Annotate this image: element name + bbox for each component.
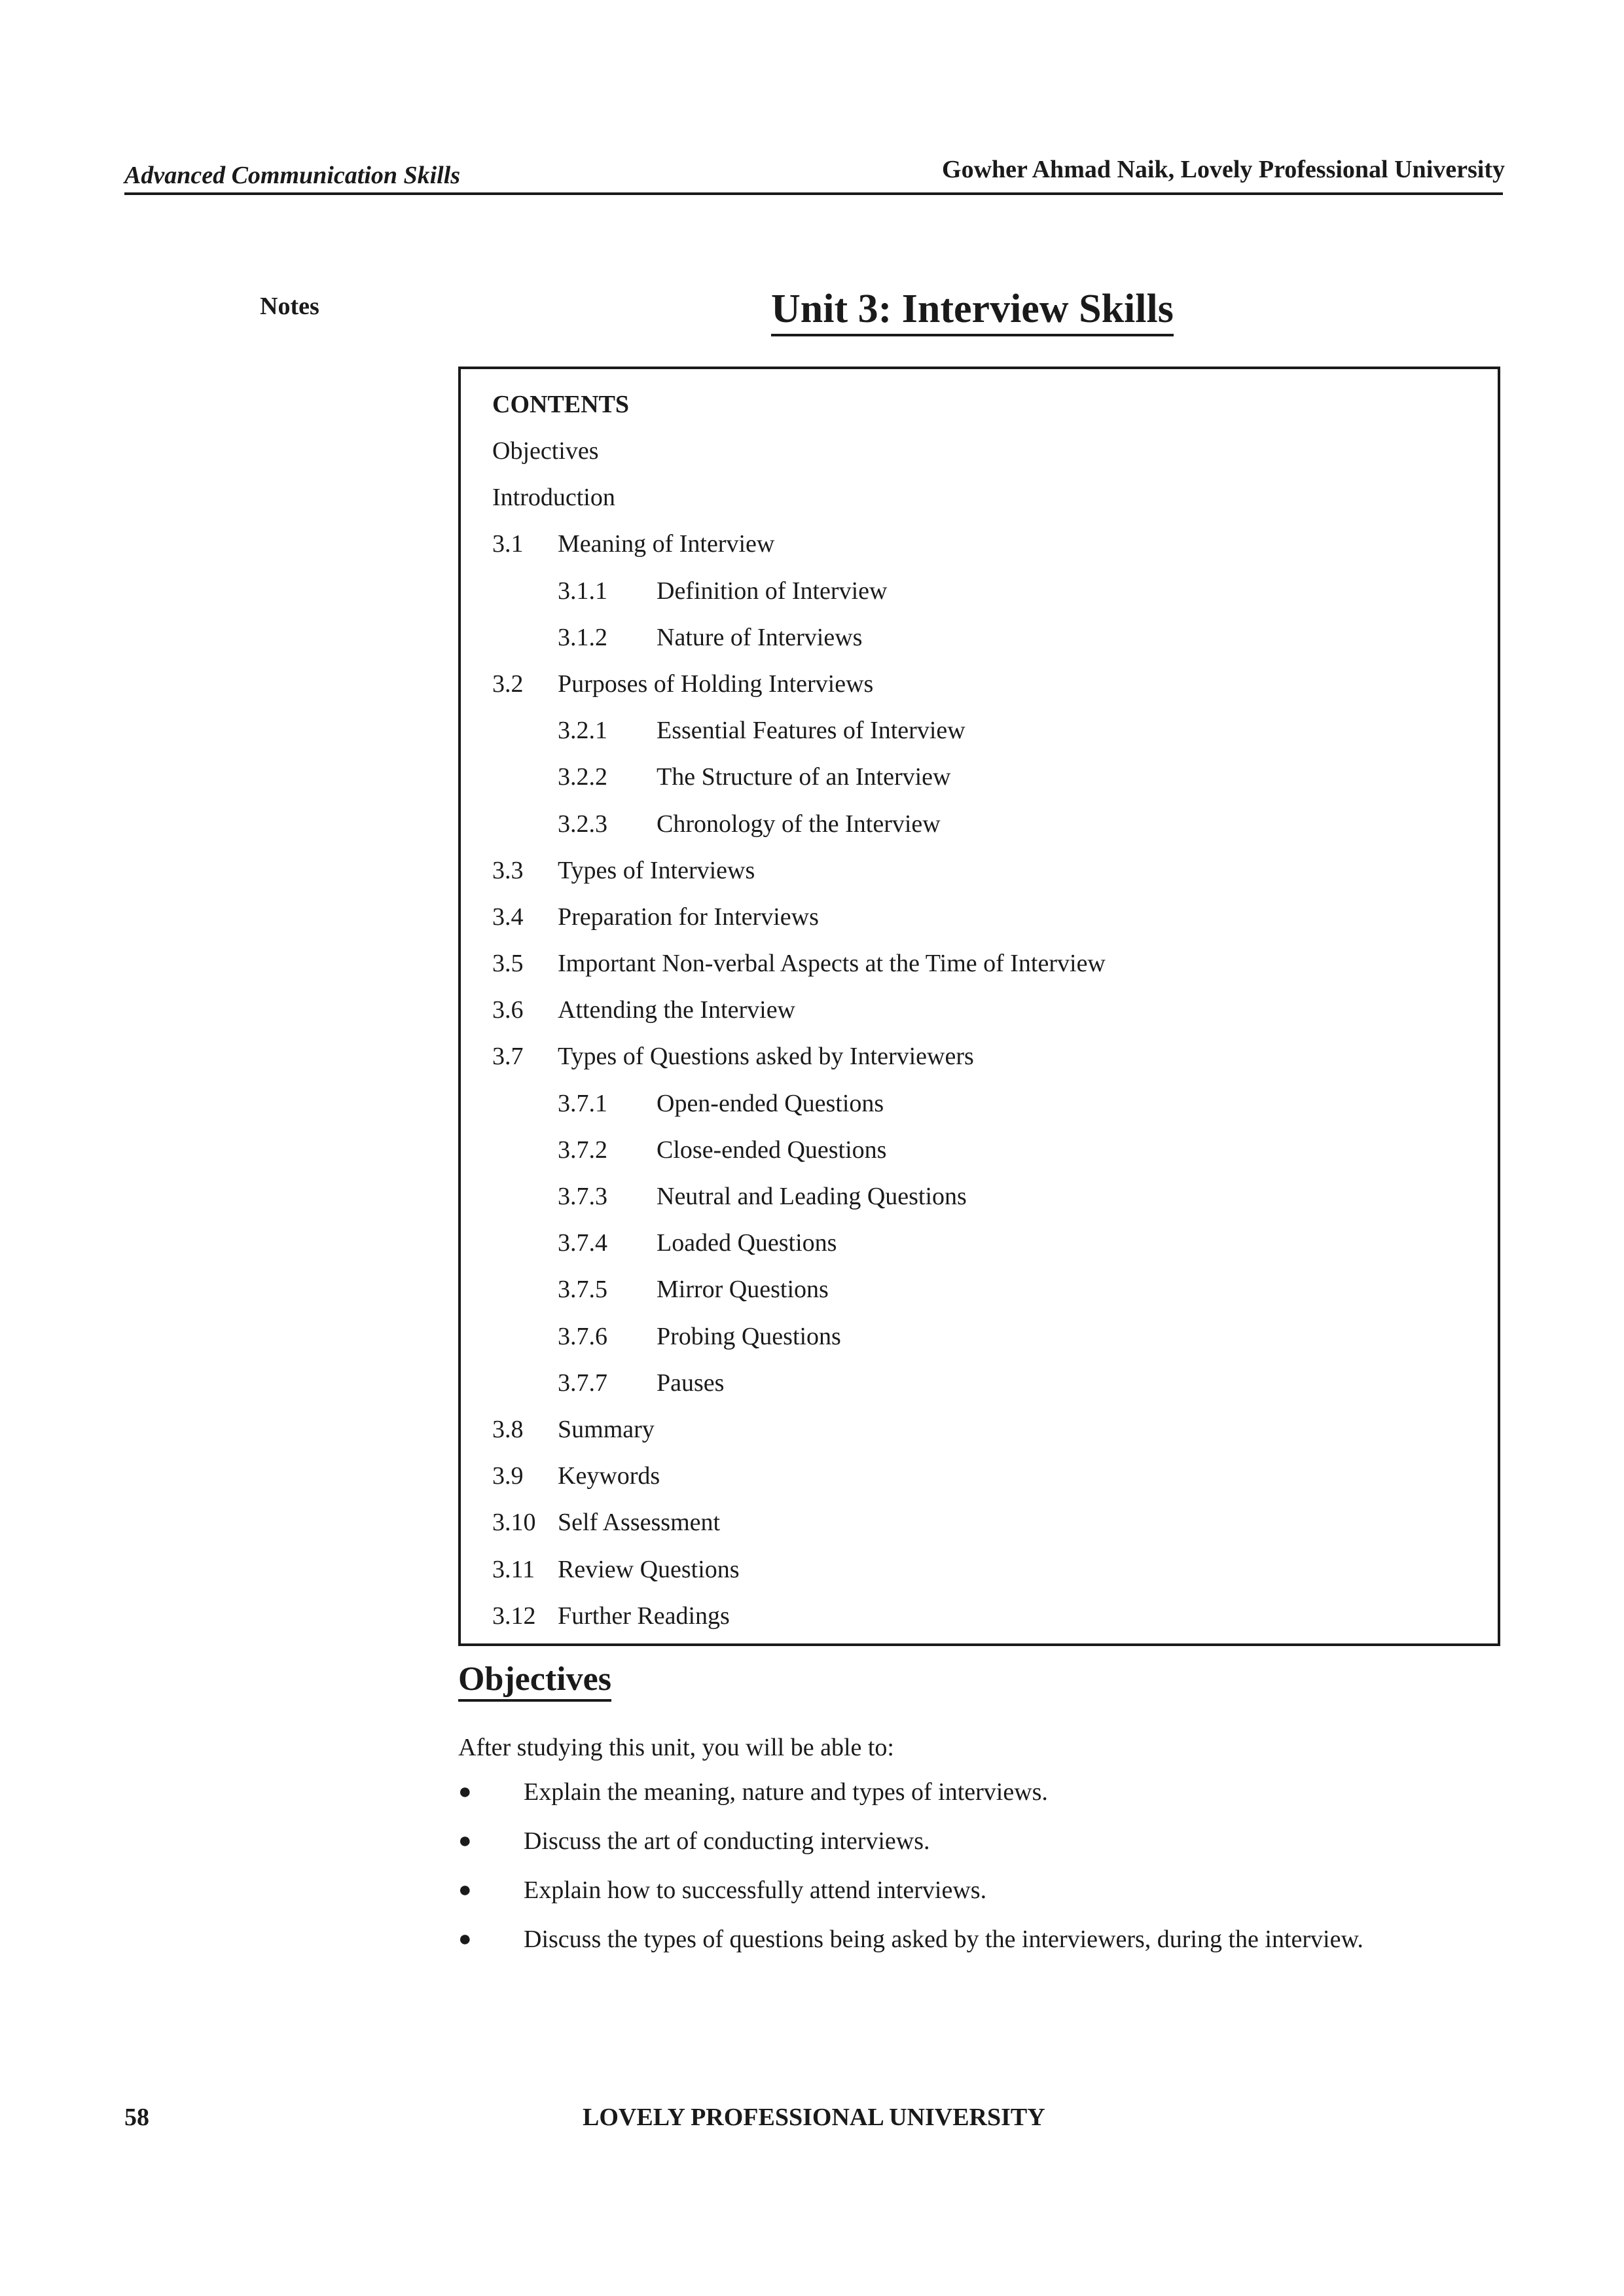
toc-item-label: Loaded Questions — [657, 1229, 837, 1257]
toc-item-label: Essential Features of Interview — [657, 717, 965, 745]
toc-item — [492, 1600, 1498, 1647]
toc-item-label: Meaning of Interview — [558, 530, 775, 558]
toc-item-label: Chronology of the Interview — [657, 810, 941, 838]
toc-item-label: Close-ended Questions — [657, 1136, 887, 1164]
toc-item-label: Probing Questions — [657, 1322, 841, 1350]
page-number: 58 — [124, 2104, 149, 2131]
toc-item — [492, 715, 1498, 761]
toc-item-label: Introduction — [492, 484, 615, 512]
toc-item — [492, 668, 1498, 715]
toc-item-number: 3.7.6 — [558, 1322, 607, 1350]
toc-item-number: 3.6 — [492, 996, 524, 1024]
unit-title: Unit 3: Interview Skills — [771, 287, 1174, 336]
toc-item-number: 3.8 — [492, 1415, 524, 1443]
toc-item-label: Review Questions — [558, 1555, 740, 1583]
toc-item-label: Types of Interviews — [558, 856, 755, 884]
toc-item — [492, 1274, 1498, 1320]
toc-item — [492, 482, 1498, 528]
toc-item-number: 3.7.7 — [558, 1369, 607, 1397]
toc-item-number: 3.1 — [492, 530, 524, 558]
toc-item — [492, 994, 1498, 1041]
toc-item — [492, 622, 1498, 668]
toc-item — [492, 1134, 1498, 1181]
toc-item — [492, 1041, 1498, 1087]
toc-item-number: 3.7 — [492, 1043, 524, 1071]
toc-item-number: 3.9 — [492, 1462, 524, 1490]
toc-item — [492, 1088, 1498, 1134]
toc-item-label: Types of Questions asked by Interviewers — [558, 1043, 974, 1071]
toc-item — [492, 435, 1498, 482]
bullet-icon: ● — [458, 1878, 472, 1902]
toc-item — [492, 1181, 1498, 1227]
toc-item-number: 3.12 — [492, 1602, 536, 1630]
toc-item-label: Keywords — [558, 1462, 660, 1490]
toc-item-number: 3.3 — [492, 856, 524, 884]
toc-item-number: 3.5 — [492, 950, 524, 978]
toc-item-number: 3.7.1 — [558, 1089, 607, 1117]
notes-margin-label: Notes — [260, 293, 319, 320]
toc-item-label: Definition of Interview — [657, 577, 888, 605]
course-title: Advanced Communication Skills — [124, 162, 461, 189]
bullet-icon: ● — [458, 1927, 472, 1951]
bullet-icon: ● — [458, 1829, 472, 1853]
toc-item — [492, 808, 1498, 855]
toc-item-label: Pauses — [657, 1369, 725, 1397]
toc-item-number: 3.7.5 — [558, 1276, 607, 1304]
header-divider — [124, 192, 1503, 195]
toc-item-label: Preparation for Interviews — [558, 903, 819, 931]
toc-item-number: 3.7.2 — [558, 1136, 607, 1164]
toc-item-label: Purposes of Holding Interviews — [558, 670, 874, 698]
toc-item-number: 3.4 — [492, 903, 524, 931]
toc-item — [492, 575, 1498, 622]
toc-item — [492, 1460, 1498, 1507]
toc-item-number: 3.2.3 — [558, 810, 607, 838]
toc-item — [492, 528, 1498, 575]
toc-item-label: Open-ended Questions — [657, 1089, 884, 1117]
toc-item — [492, 1367, 1498, 1414]
toc-item-label: Important Non-verbal Aspects at the Time of Interview — [558, 950, 1106, 978]
toc-item-label: Summary — [558, 1415, 655, 1443]
objective-item — [458, 1825, 1363, 1874]
toc-item-number: 3.10 — [492, 1509, 536, 1537]
objectives-heading: Objectives — [458, 1660, 611, 1702]
objective-text: Discuss the types of questions being asked by the interviewers, during the interview. — [524, 1926, 1363, 1953]
toc-item-number: 3.2.1 — [558, 717, 607, 745]
toc-item — [492, 1227, 1498, 1274]
toc-item — [492, 1321, 1498, 1367]
toc-item-number: 3.2 — [492, 670, 524, 698]
objective-text: Explain how to successfully attend interviews. — [524, 1876, 987, 1904]
toc-item-number: 3.11 — [492, 1555, 535, 1583]
contents-box — [458, 367, 1500, 1646]
toc-item — [492, 855, 1498, 901]
objective-item — [458, 1924, 1363, 1973]
objective-item — [458, 1874, 1363, 1924]
toc-item-label: Attending the Interview — [558, 996, 796, 1024]
author-line: Gowher Ahmad Naik, Lovely Professional University — [942, 156, 1505, 183]
contents-heading: CONTENTS — [492, 391, 630, 418]
toc-item-number: 3.2.2 — [558, 763, 607, 791]
toc-item — [492, 1507, 1498, 1553]
toc-item — [492, 761, 1498, 808]
objectives-list — [458, 1776, 1363, 1973]
toc-item-label: Objectives — [492, 437, 599, 465]
footer-publisher: LOVELY PROFESSIONAL UNIVERSITY — [583, 2104, 1045, 2131]
toc-list — [492, 435, 1498, 1647]
toc-item-number: 3.7.4 — [558, 1229, 607, 1257]
toc-item-number: 3.1.2 — [558, 623, 607, 651]
objective-text: Explain the meaning, nature and types of interviews. — [524, 1778, 1048, 1806]
toc-item-label: Neutral and Leading Questions — [657, 1183, 967, 1210]
toc-item-number: 3.7.3 — [558, 1183, 607, 1210]
toc-item-number: 3.1.1 — [558, 577, 607, 605]
toc-item-label: Mirror Questions — [657, 1276, 829, 1304]
objective-text: Discuss the art of conducting interviews. — [524, 1827, 930, 1855]
objective-item — [458, 1776, 1363, 1825]
toc-item-label: The Structure of an Interview — [657, 763, 951, 791]
objectives-intro: After studying this unit, you will be able to: — [458, 1734, 894, 1761]
bullet-icon: ● — [458, 1780, 472, 1804]
toc-item-label: Self Assessment — [558, 1509, 721, 1537]
toc-item — [492, 1554, 1498, 1600]
toc-item — [492, 948, 1498, 994]
toc-item-label: Further Readings — [558, 1602, 730, 1630]
toc-item — [492, 901, 1498, 948]
toc-item-label: Nature of Interviews — [657, 623, 863, 651]
toc-item — [492, 1414, 1498, 1460]
